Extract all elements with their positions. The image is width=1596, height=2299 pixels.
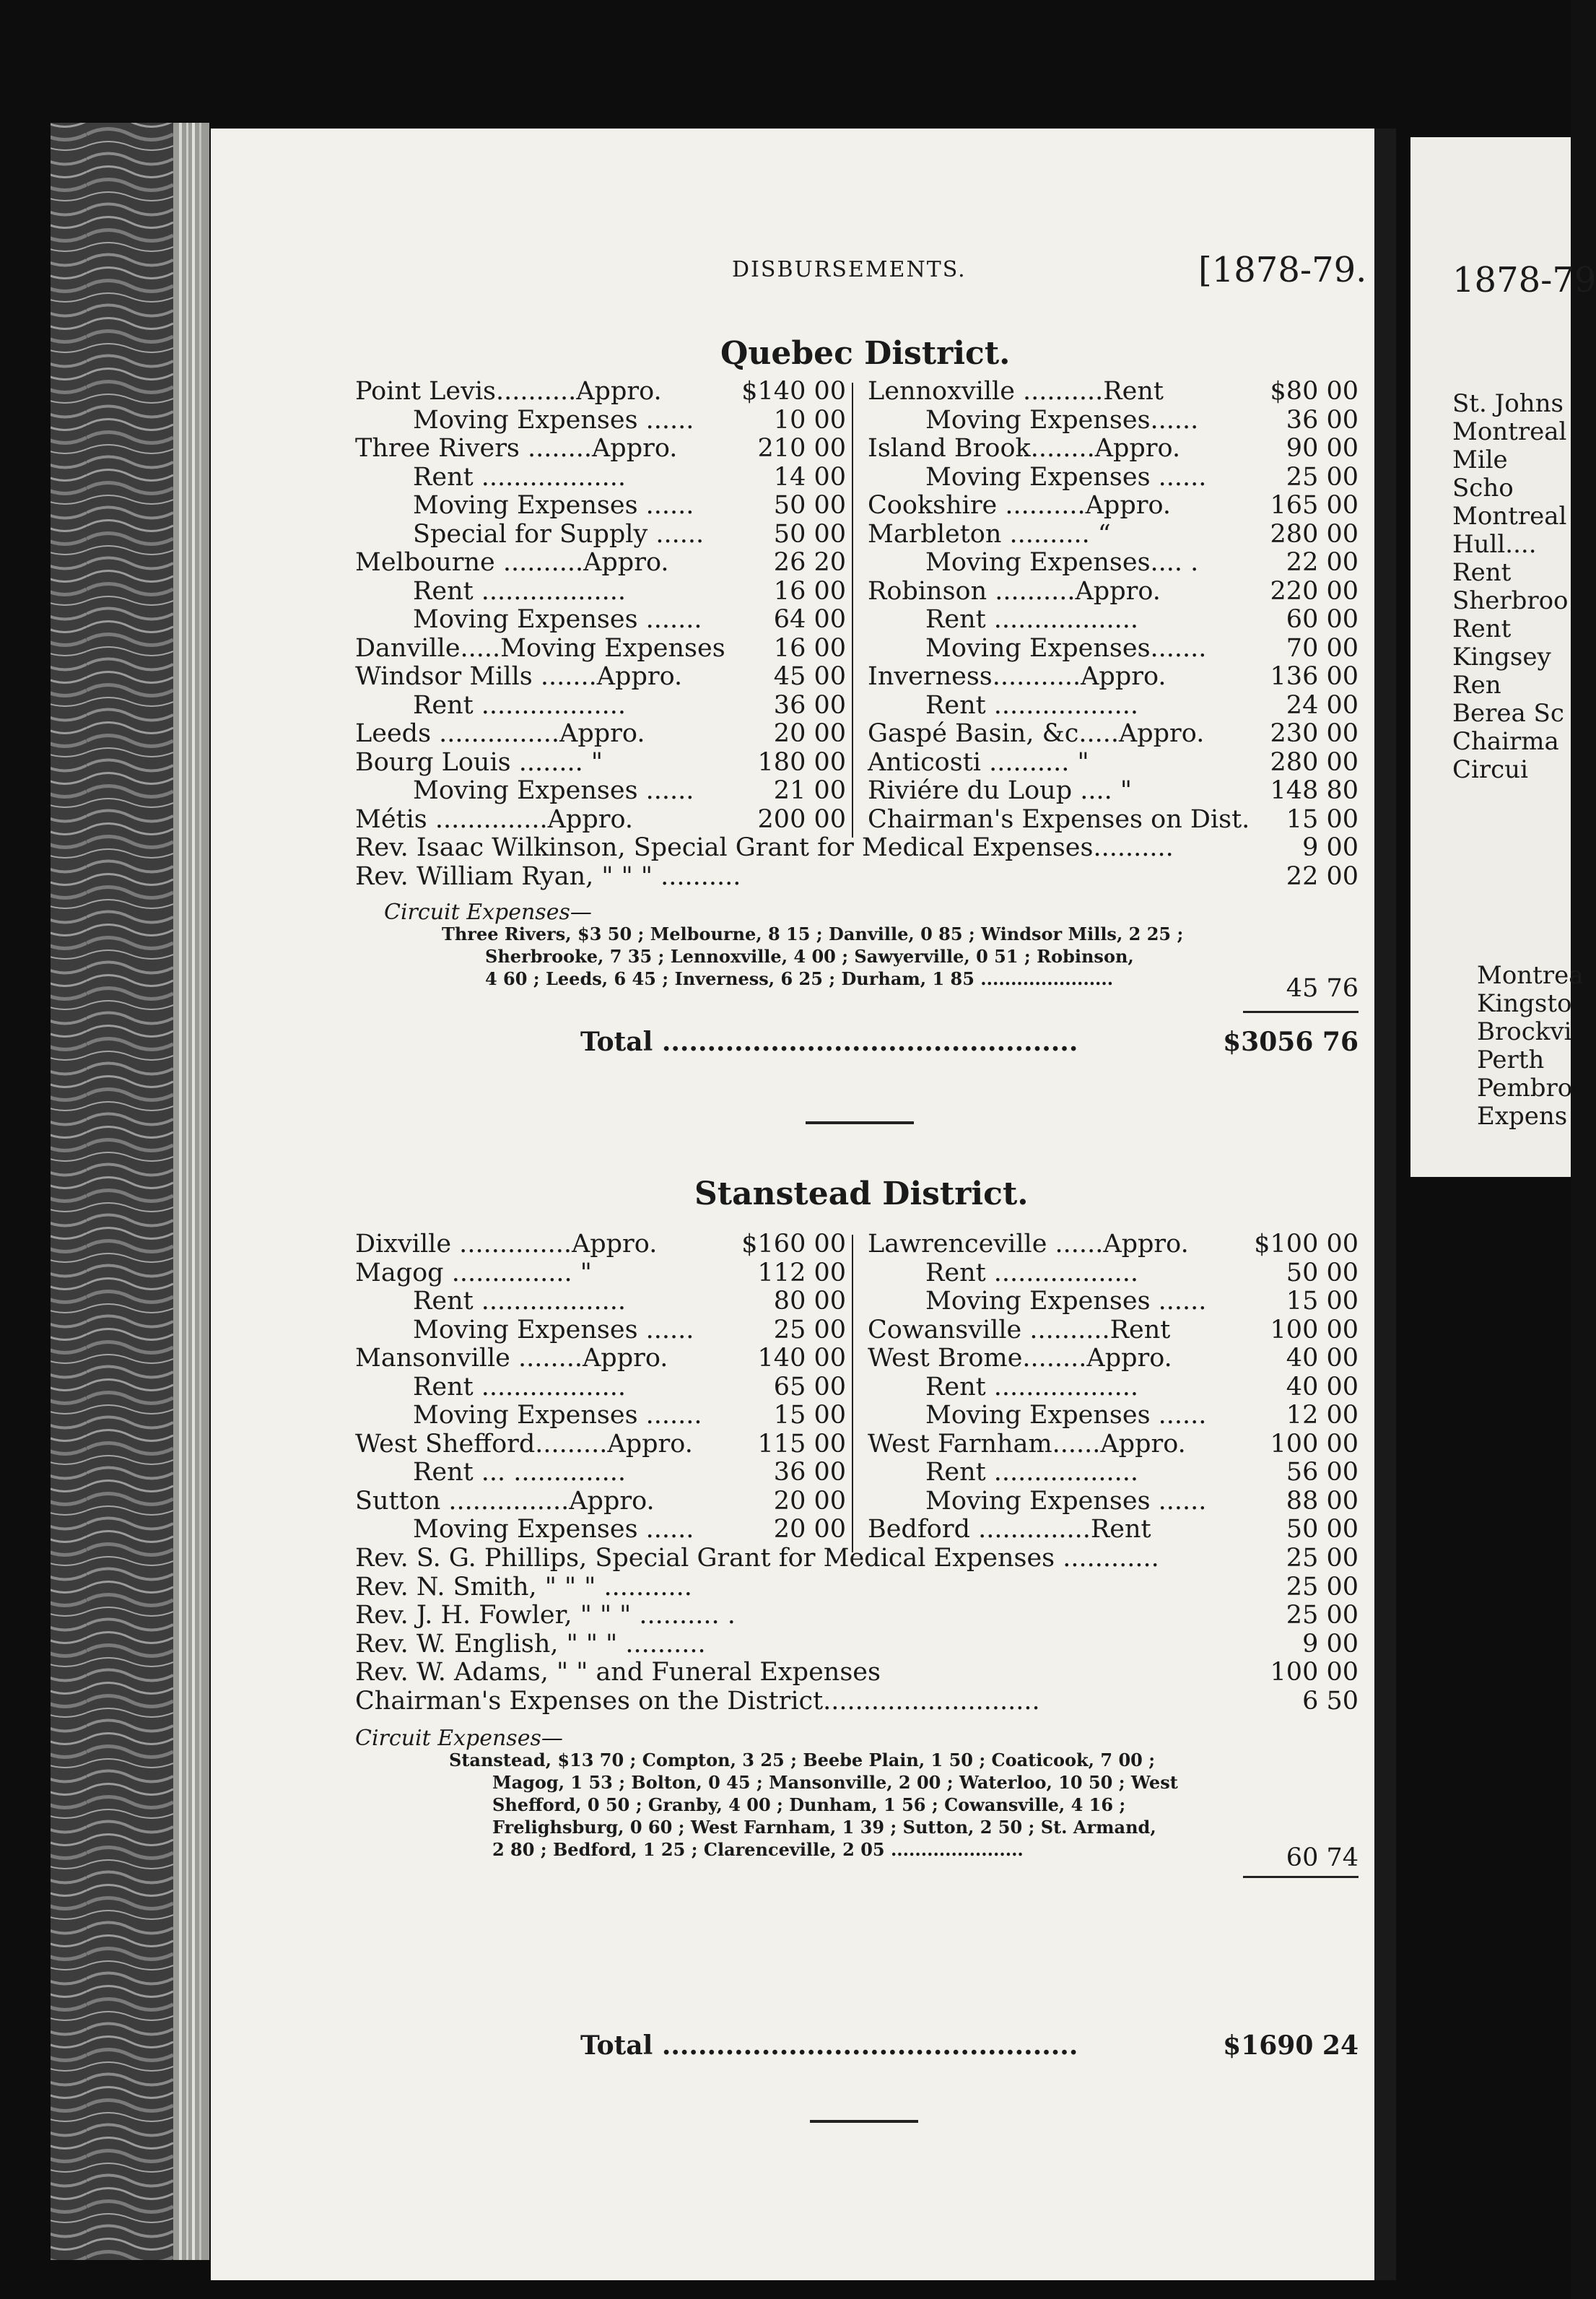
- entry-amount: 100 00: [1270, 1429, 1359, 1459]
- entry-label: Bourg Louis ........ ": [355, 747, 603, 777]
- entry-label: Moving Expenses .......: [413, 605, 702, 634]
- entry-label: Point Levis..........Appro.: [355, 377, 662, 406]
- stanstead-total-amount: $1690 24: [1223, 2030, 1359, 2061]
- entry-amount: 25 00: [1286, 1544, 1359, 1573]
- entry-amount: 20 00: [773, 719, 846, 748]
- section-title-quebec: Quebec District.: [720, 335, 1011, 372]
- entry-amount: 15 00: [773, 1401, 846, 1430]
- entry-label: Cowansville ..........Rent: [868, 1315, 1171, 1344]
- entry-label: West Shefford.........Appro.: [355, 1429, 693, 1459]
- entry-amount: 36 00: [773, 690, 846, 720]
- quebec-total-label: Total ..............................................: [580, 1027, 1078, 1057]
- text-line: 2 80 ; Bedford, 1 25 ; Clarenceville, 2 05 ......................: [492, 1839, 1024, 1860]
- entry-label: Rent ..................: [925, 605, 1139, 634]
- entry-amount: $140 00: [741, 377, 846, 406]
- entry-label: West Brome........Appro.: [868, 1344, 1172, 1373]
- entry-label: Three Rivers ........Appro.: [355, 434, 678, 463]
- entry-label: West Farnham......Appro.: [868, 1429, 1186, 1459]
- entry-label: Danville.....Moving Expenses: [355, 633, 725, 663]
- entry-amount: 50 00: [773, 519, 846, 549]
- entry-amount: 115 00: [757, 1429, 846, 1459]
- entry-amount: 140 00: [757, 1344, 846, 1373]
- entry-label: Moving Expenses ......: [413, 1315, 694, 1344]
- entry-label: Melbourne ..........Appro.: [355, 548, 669, 577]
- entry-amount: 280 00: [1270, 747, 1359, 777]
- entry-amount: 88 00: [1286, 1486, 1359, 1516]
- entry-label: Leeds ...............Appro.: [355, 719, 645, 748]
- entry-label: Rent ..................: [413, 1287, 627, 1316]
- entry-label: Métis ..............Appro.: [355, 804, 634, 834]
- circuit-expenses-heading: Circuit Expenses—: [355, 1726, 563, 1751]
- entry-amount: 60 00: [1286, 605, 1359, 634]
- entry-label: Magog ............... ": [355, 1258, 592, 1287]
- entry-amount: 165 00: [1270, 491, 1359, 520]
- entry-amount: 40 00: [1286, 1344, 1359, 1373]
- entry-amount: 9 00: [1302, 833, 1359, 862]
- entry-label: Moving Expenses ......: [925, 462, 1207, 492]
- entry-label: Mansonville ........Appro.: [355, 1344, 668, 1373]
- entry-amount: 6 50: [1302, 1686, 1359, 1716]
- entry-amount: 20 00: [773, 1486, 846, 1516]
- entry-amount: 64 00: [773, 605, 846, 634]
- section-separator: [806, 1121, 914, 1124]
- text-line: Ren: [1452, 671, 1501, 700]
- entry-label: Inverness...........Appro.: [868, 662, 1167, 691]
- entry-amount: 10 00: [773, 405, 846, 435]
- text-line: Chairma: [1452, 727, 1559, 756]
- entry-label: Chairman's Expenses on Dist.: [868, 804, 1250, 834]
- text-line: Hull....: [1452, 530, 1537, 559]
- quebec-total-amount: $3056 76: [1223, 1027, 1359, 1057]
- text-line: Kingsey: [1452, 643, 1551, 672]
- text-line: Frelighsburg, 0 60 ; West Farnham, 1 39 ; Sutton, 2 50 ; St. Armand,: [492, 1817, 1156, 1838]
- text-line: Sherbroo: [1452, 586, 1569, 615]
- section-title-stanstead: Stanstead District.: [694, 1175, 1029, 1212]
- book-page: [211, 129, 1374, 2280]
- text-line: Brockvi: [1477, 1017, 1572, 1046]
- entry-label: Moving Expenses ......: [413, 776, 694, 805]
- text-line: Kingsto: [1477, 989, 1572, 1018]
- entry-label: Moving Expenses ......: [413, 405, 694, 435]
- entry-label: Rent ..................: [925, 1458, 1139, 1487]
- entry-amount: 280 00: [1270, 519, 1359, 549]
- entry-amount: 136 00: [1270, 662, 1359, 691]
- text-line: Magog, 1 53 ; Bolton, 0 45 ; Mansonville, 2 00 ; Waterloo, 10 50 ; West: [492, 1772, 1178, 1793]
- entry-label: Cookshire ..........Appro.: [868, 491, 1172, 520]
- entry-label: Anticosti .......... ": [868, 747, 1089, 777]
- entry-label: Rent ... ..............: [413, 1458, 627, 1487]
- entry-label: Rent ..................: [925, 1258, 1139, 1287]
- sum-rule: [1243, 1011, 1359, 1013]
- entry-label: Gaspé Basin, &c.....Appro.: [868, 719, 1205, 748]
- entry-label: Rev. N. Smith, " " " ...........: [355, 1572, 692, 1602]
- entry-label: Moving Expenses.... .: [925, 548, 1199, 577]
- entry-amount: 25 00: [1286, 1572, 1359, 1602]
- text-line: Circui: [1452, 755, 1528, 784]
- entry-amount: 21 00: [773, 776, 846, 805]
- entry-label: Rev. S. G. Phillips, Special Grant for Medical Expenses ............: [355, 1544, 1159, 1573]
- entry-amount: 15 00: [1286, 1287, 1359, 1316]
- entry-label: Rent ..................: [925, 1372, 1139, 1401]
- entry-amount: 50 00: [1286, 1258, 1359, 1287]
- text-line: Berea Sc: [1452, 699, 1564, 728]
- entry-amount: 16 00: [773, 633, 846, 663]
- entry-label: Moving Expenses ......: [925, 1486, 1207, 1516]
- entry-amount: 24 00: [1286, 690, 1359, 720]
- entry-amount: 100 00: [1270, 1315, 1359, 1344]
- entry-label: Lawrenceville ......Appro.: [868, 1230, 1189, 1259]
- entry-amount: 26 20: [773, 548, 846, 577]
- text-line: Stanstead, $13 70 ; Compton, 3 25 ; Beebe Plain, 1 50 ; Coaticook, 7 00 ;: [449, 1750, 1156, 1770]
- entry-amount: 25 00: [773, 1315, 846, 1344]
- stanstead-circuit-amount: 60 74: [1286, 1843, 1359, 1872]
- entry-label: Moving Expenses ......: [925, 1287, 1207, 1316]
- entry-amount: 112 00: [757, 1258, 846, 1287]
- entry-amount: 9 00: [1302, 1629, 1359, 1659]
- entry-label: Moving Expenses ......: [413, 1515, 694, 1544]
- circuit-expenses-heading: Circuit Expenses—: [384, 900, 592, 925]
- entry-label: Lennoxville ..........Rent: [868, 377, 1164, 406]
- text-line: Shefford, 0 50 ; Granby, 4 00 ; Dunham, 1 56 ; Cowansville, 4 16 ;: [492, 1794, 1126, 1815]
- entry-label: Bedford ..............Rent: [868, 1515, 1151, 1544]
- entry-label: Windsor Mills .......Appro.: [355, 662, 683, 691]
- section-separator: [810, 2120, 918, 2123]
- entry-amount: 180 00: [757, 747, 846, 777]
- entry-amount: 50 00: [773, 491, 846, 520]
- entry-label: Rent ..................: [413, 1372, 627, 1401]
- text-line: Montreal: [1452, 502, 1567, 531]
- entry-amount: 25 00: [1286, 1601, 1359, 1630]
- entry-amount: 12 00: [1286, 1401, 1359, 1430]
- quebec-circuit-amount: 45 76: [1286, 974, 1359, 1003]
- entry-amount: 45 00: [773, 662, 846, 691]
- entry-amount: 15 00: [1286, 804, 1359, 834]
- entry-amount: 70 00: [1286, 633, 1359, 663]
- stanstead-total-label: Total ..............................................: [580, 2030, 1078, 2061]
- page-year: [1878-79.: [1198, 250, 1367, 290]
- entry-label: Chairman's Expenses on the District...........................: [355, 1686, 1040, 1716]
- entry-label: Riviére du Loup .... ": [868, 776, 1132, 805]
- text-line: Rent: [1452, 558, 1512, 587]
- entry-amount: 25 00: [1286, 462, 1359, 492]
- entry-amount: 200 00: [757, 804, 846, 834]
- entry-label: Rent ..................: [413, 462, 627, 492]
- entry-amount: 148 80: [1270, 776, 1359, 805]
- text-line: Perth: [1477, 1046, 1545, 1074]
- entry-label: Rev. William Ryan, " " " ..........: [355, 861, 741, 891]
- entry-amount: 14 00: [773, 462, 846, 492]
- text-line: Mile: [1452, 446, 1508, 474]
- entry-amount: 20 00: [773, 1515, 846, 1544]
- sum-rule: [1243, 1876, 1359, 1878]
- entry-label: Moving Expenses ......: [925, 1401, 1207, 1430]
- entry-amount: $100 00: [1254, 1230, 1359, 1259]
- entry-amount: 16 00: [773, 576, 846, 606]
- entry-label: Marbleton .......... “: [868, 519, 1111, 549]
- entry-label: Rev. J. H. Fowler, " " " .......... .: [355, 1601, 736, 1630]
- column-divider: [852, 1235, 853, 1552]
- entry-label: Dixville ..............Appro.: [355, 1230, 658, 1259]
- facing-page: [1410, 137, 1596, 1177]
- entry-label: Rev. W. English, " " " ..........: [355, 1629, 706, 1659]
- entry-amount: 100 00: [1270, 1658, 1359, 1687]
- entry-amount: 22 00: [1286, 548, 1359, 577]
- text-line: Rent: [1452, 614, 1512, 643]
- text-line: Expens: [1477, 1102, 1568, 1131]
- entry-amount: 210 00: [757, 434, 846, 463]
- entry-amount: 40 00: [1286, 1372, 1359, 1401]
- entry-amount: 22 00: [1286, 861, 1359, 891]
- entry-label: Island Brook........Appro.: [868, 434, 1181, 463]
- entry-label: Rent ..................: [925, 690, 1139, 720]
- entry-amount: 65 00: [773, 1372, 846, 1401]
- entry-amount: 56 00: [1286, 1458, 1359, 1487]
- entry-label: Moving Expenses ......: [413, 491, 694, 520]
- entry-amount: 230 00: [1270, 719, 1359, 748]
- text-line: Montreal: [1452, 417, 1567, 446]
- text-line: Scho: [1452, 474, 1514, 503]
- running-head: DISBURSEMENTS.: [732, 257, 967, 282]
- entry-label: Moving Expenses......: [925, 405, 1199, 435]
- entry-label: Robinson ..........Appro.: [868, 576, 1161, 606]
- facing-page-year: 1878-79: [1452, 260, 1596, 300]
- entry-label: Rent ..................: [413, 690, 627, 720]
- entry-amount: 36 00: [773, 1458, 846, 1487]
- entry-amount: $160 00: [741, 1230, 846, 1259]
- entry-amount: 36 00: [1286, 405, 1359, 435]
- entry-label: Moving Expenses.......: [925, 633, 1207, 663]
- entry-amount: 50 00: [1286, 1515, 1359, 1544]
- entry-amount: $80 00: [1270, 377, 1359, 406]
- column-divider: [852, 383, 853, 838]
- text-line: Pembro: [1477, 1074, 1573, 1103]
- entry-amount: 90 00: [1286, 434, 1359, 463]
- entry-label: Moving Expenses .......: [413, 1401, 702, 1430]
- entry-label: Sutton ...............Appro.: [355, 1486, 655, 1516]
- text-line: Sherbrooke, 7 35 ; Lennoxville, 4 00 ; Sawyerville, 0 51 ; Robinson,: [485, 946, 1134, 967]
- entry-label: Rev. Isaac Wilkinson, Special Grant for Medical Expenses..........: [355, 833, 1174, 862]
- text-line: Three Rivers, $3 50 ; Melbourne, 8 15 ; Danville, 0 85 ; Windsor Mills, 2 25 ;: [442, 923, 1184, 944]
- text-line: St. Johns: [1452, 389, 1564, 418]
- entry-amount: 80 00: [773, 1287, 846, 1316]
- text-line: Montrea: [1477, 961, 1584, 990]
- text-line: 4 60 ; Leeds, 6 45 ; Inverness, 6 25 ; Durham, 1 85 ......................: [485, 968, 1114, 989]
- entry-amount: 220 00: [1270, 576, 1359, 606]
- entry-label: Special for Supply ......: [413, 519, 705, 549]
- entry-label: Rent ..................: [413, 576, 627, 606]
- entry-label: Rev. W. Adams, " " and Funeral Expenses: [355, 1658, 881, 1687]
